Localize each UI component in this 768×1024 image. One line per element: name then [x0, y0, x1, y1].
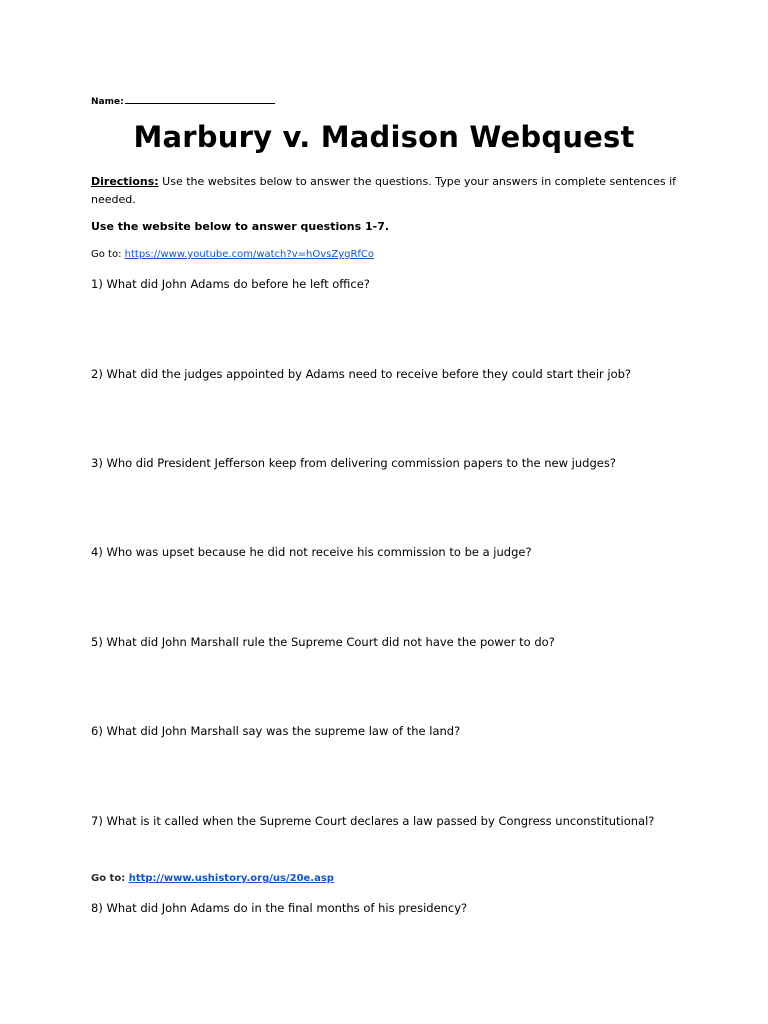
- name-blank-line: [125, 94, 275, 104]
- directions-text: Use the websites below to answer the questions. Type your answers in complete sentences if needed.: [91, 175, 677, 206]
- page-title: Marbury v. Madison Webquest: [133, 120, 635, 154]
- question-3: 3) Who did President Jefferson keep from delivering commission papers to the new judges?: [91, 456, 616, 470]
- section-heading: Use the website below to answer questions 1-7.: [91, 220, 390, 233]
- question-8: 8) What did John Adams do in the final months of his presidency?: [91, 901, 468, 915]
- name-field: [91, 94, 275, 107]
- question-7: 7) What is it called when the Supreme Court declares a law passed by Congress unconstitutional?: [91, 814, 655, 828]
- question-4: 4) Who was upset because he did not receive his commission to be a judge?: [91, 545, 532, 559]
- goto-prefix-2: Go to:: [91, 873, 126, 884]
- directions-label: Directions:: [91, 175, 159, 188]
- directions: [91, 173, 681, 209]
- goto-prefix-1: Go to:: [91, 249, 122, 260]
- youtube-link[interactable]: https://www.youtube.com/watch?v=hOvsZygRfCo: [124, 249, 375, 260]
- question-6: 6) What did John Marshall say was the supreme law of the land?: [91, 724, 461, 738]
- question-5: 5) What did John Marshall rule the Supreme Court did not have the power to do?: [91, 635, 555, 649]
- ushistory-link[interactable]: http://www.ushistory.org/us/20e.asp: [128, 873, 334, 884]
- goto-line-1: [91, 249, 374, 260]
- question-1: 1) What did John Adams do before he left office?: [91, 277, 370, 291]
- question-2: 2) What did the judges appointed by Adams need to receive before they could start their job?: [91, 367, 632, 381]
- goto-line-2: [91, 873, 334, 884]
- name-label: Name:: [91, 97, 124, 107]
